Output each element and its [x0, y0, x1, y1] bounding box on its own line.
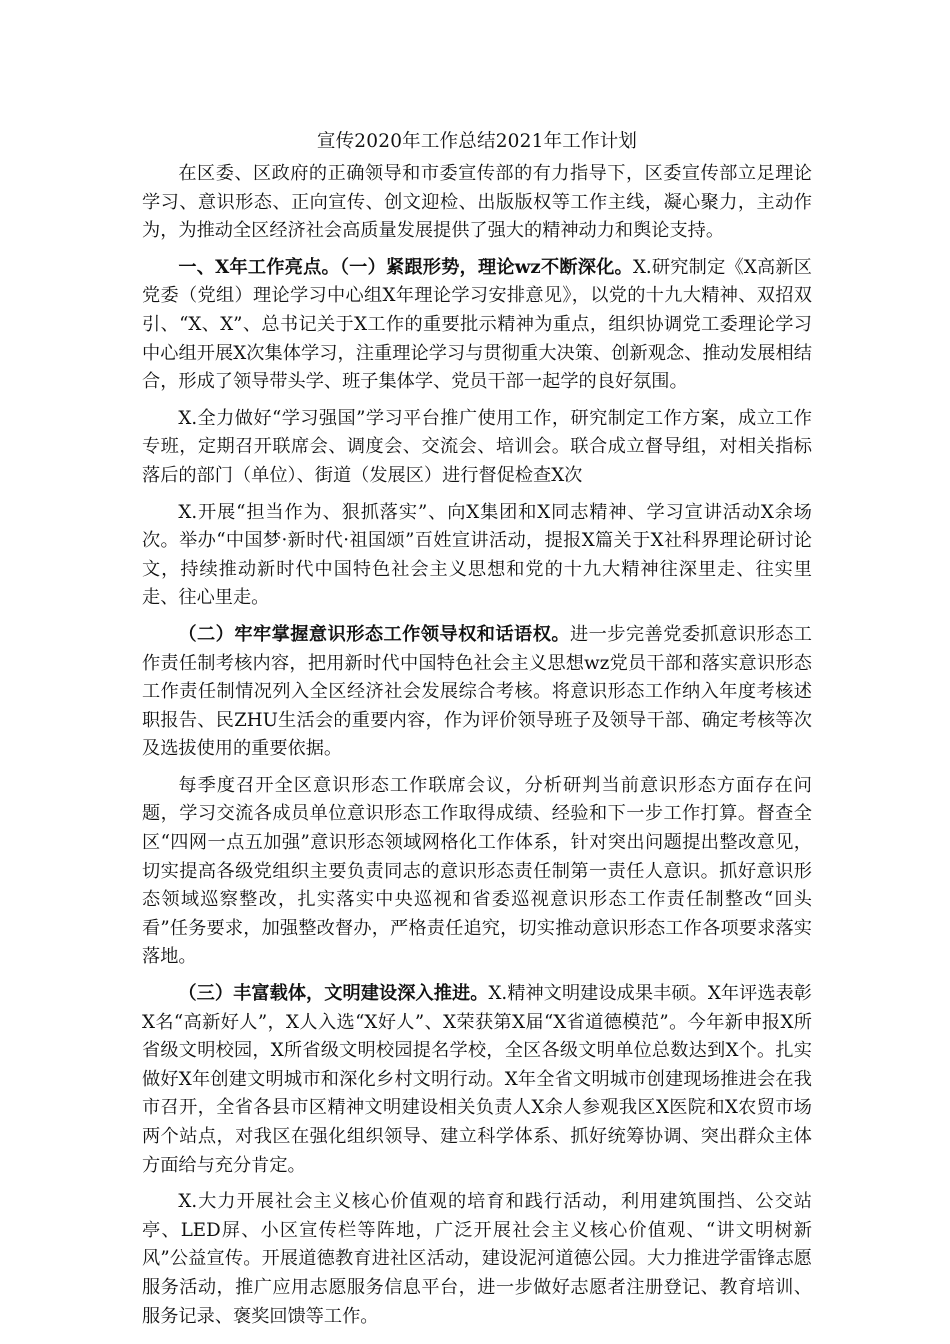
- paragraph-text: X.研究制定《X高新区党委（党组）理论学习中心组X年理论学习安排意见》，以党的十九大精神、双招双引、“X、X”、总书记关于X工作的重要批示精神为重点，组织协调党工委理论学习中心组开展X次集体学习，注重理论学习与贯彻重大决策、创新观念、推动发展相结合，形成了领导带头学、班子集体学、党员干部一起学的良好氛围。: [142, 256, 812, 393]
- paragraph-text: X.大力开展社会主义核心价值观的培育和践行活动，利用建筑围挡、公交站亭、LED屏、小区宣传栏等阵地，广泛开展社会主义核心价值观、“讲文明树新风”公益宣传。开展道德教育进社区活动，建设泥河道德公园。大力推进学雷锋志愿服务活动，推广应用志愿服务信息平台，进一步做好志愿者注册登记、教育培训、服务记录、褒奖回馈等工作。: [142, 1191, 812, 1327]
- paragraph-section-1: [142, 254, 812, 397]
- paragraph-study-platform: [142, 405, 812, 491]
- paragraph-text: X.开展“担当作为、狠抓落实”、向X集团和X同志精神、学习宣讲活动X余场次。举办“中国梦·新时代·祖国颂”百姓宣讲活动，提报X篇关于X社科界理论研讨论文，持续推动新时代中国特色社会主义思想和党的十九大精神往深里走、往实里走、往心里走。: [142, 501, 812, 609]
- section-heading: 一、X年工作亮点。（一）紧跟形势，理论wz不断深化。: [178, 256, 633, 278]
- paragraph-text: 进一步完善党委抓意识形态工作责任制考核内容，把用新时代中国特色社会主义思想wz党员干部和落实意识形态工作责任制情况列入全区经济社会发展综合考核。将意识形态工作纳入年度考核述职报告、民ZHU生活会的重要内容，作为评价领导班子及领导干部、确定考核等次及选拔使用的重要依据。: [142, 623, 812, 760]
- paragraph-intro: [142, 160, 812, 246]
- paragraph-text: 每季度召开全区意识形态工作联席会议，分析研判当前意识形态方面存在问题，学习交流各成员单位意识形态工作取得成绩、经验和下一步工作打算。督查全区“四网一点五加强”意识形态领域网格化工作体系，针对突出问题提出整改意见，切实提高各级党组织主要负责同志的意识形态责任制第一责任人意识。抓好意识形态领域巡察整改，扎实落实中央巡视和省委巡视意识形态工作责任制整改“回头看”任务要求，加强整改督办，严格责任追究，切实推动意识形态工作各项要求落实落地。: [142, 774, 812, 968]
- paragraph-section-3: [142, 980, 812, 1180]
- paragraph-core-values: [142, 1188, 812, 1331]
- paragraph-section-2: [142, 621, 812, 764]
- document-title: 宣传2020年工作总结2021年工作计划: [316, 131, 638, 152]
- paragraph-quarterly-meeting: [142, 772, 812, 972]
- document-page: [142, 128, 812, 1339]
- paragraph-lectures: [142, 499, 812, 613]
- section-heading: （三）丰富载体，文明建设深入推进。: [178, 983, 489, 1005]
- paragraph-text: X.精神文明建设成果丰硕。X年评选表彰X名“高新好人”，X人入选“X好人”、X荣获第X届“X省道德模范”。今年新申报X所省级文明校园，X所省级文明校园提名学校，全区各级文明单位总数达到X个。扎实做好X年创建文明城市和深化乡村文明行动。X年全省文明城市创建现场推进会在我市召开，全省各县市区精神文明建设相关负责人X余人参观我区X医院和X农贸市场两个站点，对我区在强化组织领导、建立科学体系、抓好统筹协调、突出群众主体方面给与充分肯定。: [142, 983, 812, 1176]
- paragraph-text: X.全力做好“学习强国”学习平台推广使用工作，研究制定工作方案，成立工作专班，定期召开联席会、调度会、交流会、培训会。联合成立督导组，对相关指标落后的部门（单位）、街道（发展区）进行督促检查X次: [142, 407, 812, 486]
- section-heading: （二）牢牢掌握意识形态工作领导权和话语权。: [178, 623, 571, 645]
- paragraph-text: 在区委、区政府的正确领导和市委宣传部的有力指导下，区委宣传部立足理论学习、意识形态、正向宣传、创文迎检、出版版权等工作主线，凝心聚力，主动作为，为推动全区经济社会高质量发展提供了强大的精神动力和舆论支持。: [142, 163, 812, 242]
